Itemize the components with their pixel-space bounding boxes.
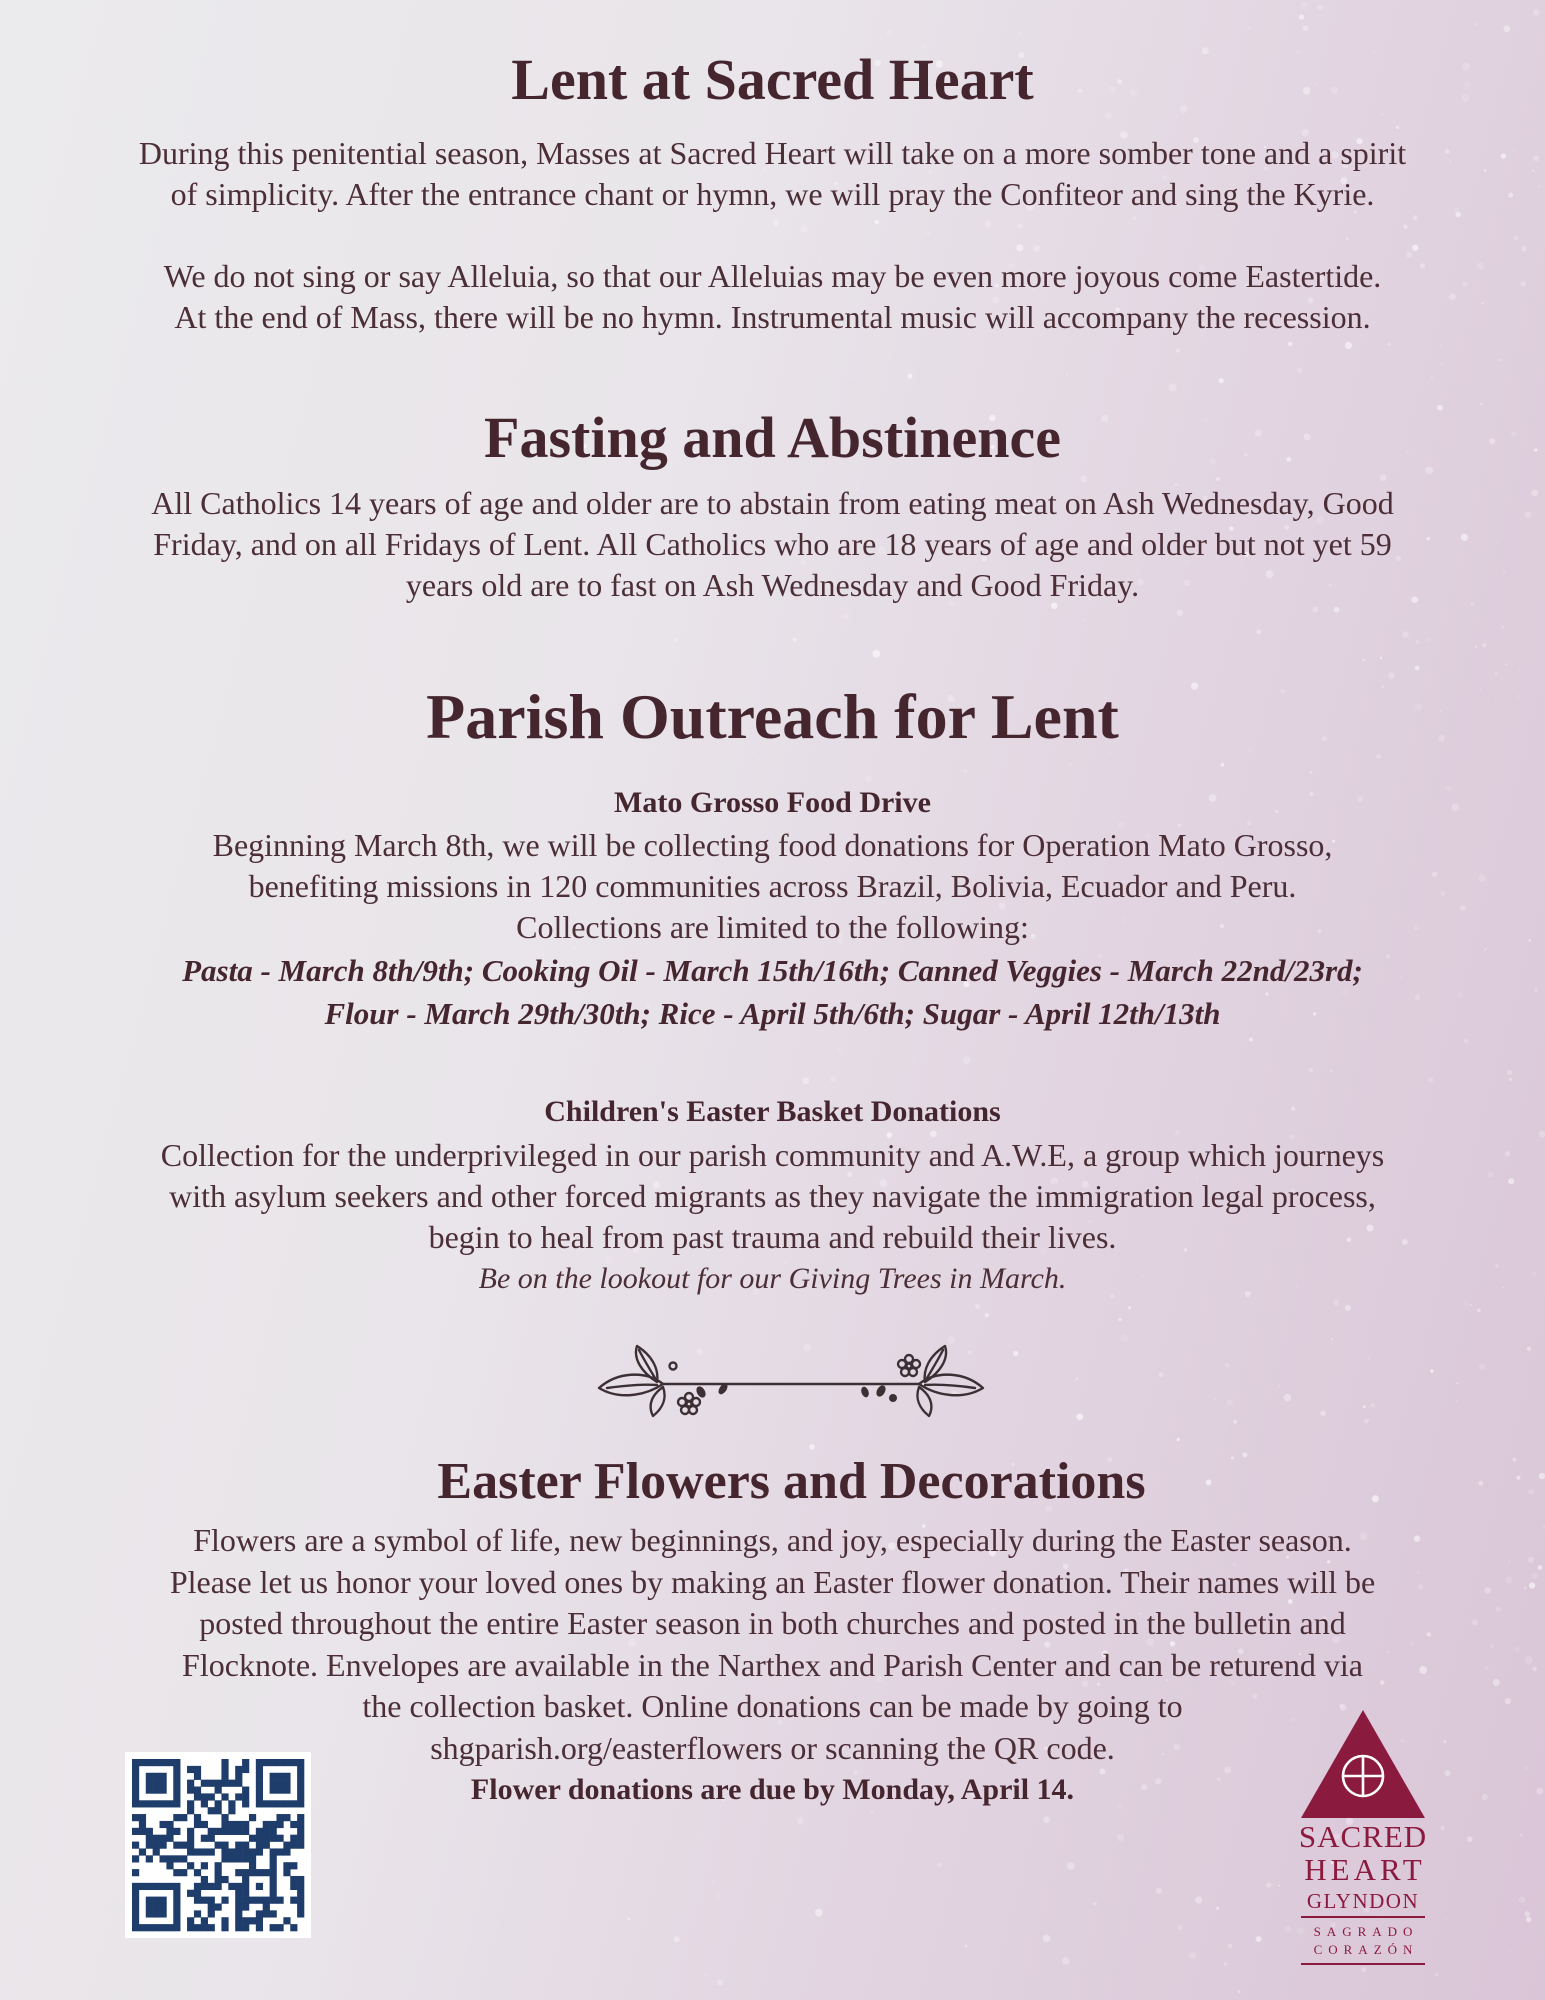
paragraph-line: with asylum seekers and other forced migrants as they navigate the immigration legal process,: [169, 1178, 1376, 1214]
outreach-title: Parish Outreach for Lent: [426, 681, 1119, 752]
schedule-line: Flour - March 29th/30th; Rice - April 5th/6th; Sugar - April 12th/13th: [324, 996, 1221, 1031]
floral-divider-icon: [597, 1342, 985, 1418]
paragraph-line: benefiting missions in 120 communities across Brazil, Bolivia, Ecuador and Peru.: [248, 868, 1297, 904]
lent-paragraph-1: [0, 133, 1545, 215]
qr-code: [125, 1752, 311, 1938]
food-drive: [0, 782, 1545, 948]
paragraph-line: Please let us honor your loved ones by making an Easter flower donation. Their names will be: [169, 1563, 1376, 1600]
lent-paragraph-2: [0, 256, 1545, 338]
paragraph-line: Collections are limited to the following:: [516, 909, 1029, 945]
schedule-line: Pasta - March 8th/9th; Cooking Oil - March 15th/16th; Canned Veggies - March 22nd/23rd;: [182, 953, 1363, 988]
paragraph-line: Collection for the underprivileged in our parish community and A.W.E, a group which journeys: [160, 1137, 1385, 1173]
paragraph-line: shgparish.org/easterflowers or scanning the QR code.: [430, 1729, 1115, 1766]
paragraph-line: Flowers are a symbol of life, new beginnings, and joy, especially during the Easter season.: [193, 1522, 1352, 1558]
paragraph-line: Friday, and on all Fridays of Lent. All Catholics who are 18 years of age and older but not yet 59: [153, 526, 1392, 562]
paragraph-line: posted throughout the entire Easter season in both churches and posted in the bulletin and: [199, 1605, 1346, 1641]
paragraph-line: All Catholics 14 years of age and older are to abstain from eating meat on Ash Wednesday, Good: [151, 485, 1394, 521]
paragraph-line: the collection basket. Online donations can be made by going to: [362, 1688, 1183, 1724]
paragraph-line: We do not sing or say Alleluia, so that our Alleluias may be even more joyous come Eastertide.: [163, 258, 1382, 294]
easter-baskets: [0, 1091, 1545, 1299]
giving-trees-note: Be on the lookout for our Giving Trees in March.: [478, 1262, 1067, 1295]
paragraph-line: Flocknote. Envelopes are available in the Narthex and Parish Center and can be returend via: [182, 1646, 1363, 1683]
logo-name-line-1: SACRED: [1298, 1819, 1428, 1854]
logo-name-line-2: HEART: [1304, 1852, 1426, 1887]
food-drive-heading: Mato Grosso Food Drive: [614, 786, 931, 819]
fasting-title: Fasting and Abstinence: [484, 405, 1061, 470]
paragraph-line: Beginning March 8th, we will be collecting food donations for Operation Mato Grosso,: [212, 827, 1333, 863]
flowers-title: Easter Flowers and Decorations: [437, 1453, 1146, 1510]
food-drive-schedule: [0, 949, 1545, 1035]
paragraph-line: During this penitential season, Masses at Sacred Heart will take on a more somber tone and a spirit: [138, 135, 1407, 171]
paragraph-line: of simplicity. After the entrance chant or hymn, we will pray the Confiteor and sing the Kyrie.: [170, 176, 1375, 212]
triangle-cross-icon: [1300, 1708, 1426, 1820]
lent-title: Lent at Sacred Heart: [511, 47, 1034, 112]
logo-spanish-line-1: SAGRADO: [1313, 1924, 1419, 1939]
flowers-section: [0, 1450, 1545, 1514]
parish-logo: [1300, 1708, 1426, 1970]
flowers-deadline: Flower donations are due by Monday, April 14.: [470, 1773, 1075, 1806]
logo-location: GLYNDON: [1306, 1889, 1420, 1913]
outreach-section: [0, 677, 1545, 757]
paragraph-line: At the end of Mass, there will be no hymn. Instrumental music will accompany the recession.: [174, 299, 1371, 335]
baskets-heading: Children's Easter Basket Donations: [544, 1095, 1001, 1128]
logo-spanish-line-2: CORAZÓN: [1313, 1942, 1419, 1957]
paragraph-line: begin to heal from past trauma and rebuild their lives.: [428, 1219, 1117, 1255]
lent-section: [0, 45, 1545, 115]
paragraph-line: years old are to fast on Ash Wednesday and Good Friday.: [405, 567, 1140, 603]
fasting-section: [0, 403, 1545, 473]
fasting-paragraph: [0, 483, 1545, 606]
logo-divider: [1301, 1916, 1425, 1918]
logo-divider: [1301, 1963, 1425, 1965]
